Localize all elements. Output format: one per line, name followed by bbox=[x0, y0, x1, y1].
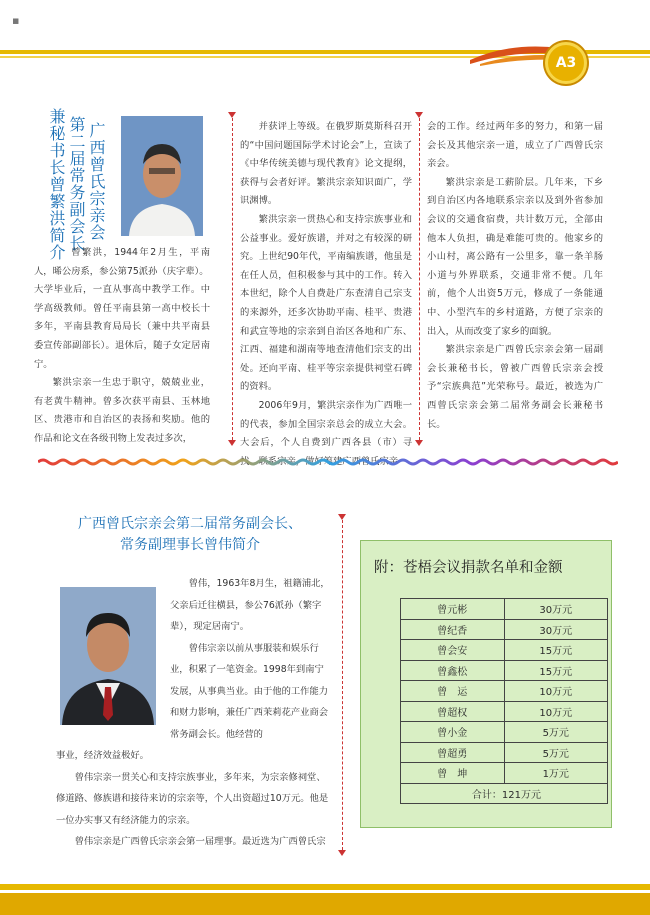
page-number-badge: A3 bbox=[545, 42, 587, 84]
donor-name: 曾纪香 bbox=[401, 619, 505, 640]
person-portrait-icon bbox=[60, 587, 156, 725]
donation-amount: 15万元 bbox=[504, 640, 608, 661]
column-divider bbox=[342, 520, 343, 850]
profile1-title-line1: 广西曾氏宗亲会 bbox=[87, 122, 106, 241]
table-row bbox=[401, 722, 608, 743]
table-row bbox=[401, 660, 608, 681]
arrow-down-icon bbox=[415, 440, 423, 446]
table-row bbox=[401, 742, 608, 763]
donor-name: 曾超勇 bbox=[401, 742, 505, 763]
profile1-column-2 bbox=[240, 118, 412, 471]
arrow-down-icon bbox=[338, 850, 346, 856]
table-row bbox=[401, 763, 608, 784]
donation-total: 合计：121万元 bbox=[401, 783, 608, 804]
arrow-down-icon bbox=[228, 440, 236, 446]
profile2-title bbox=[50, 514, 330, 556]
column-divider bbox=[419, 118, 420, 440]
paragraph: 曾伟，1963年8月生，祖籍浦北，父亲后迁往横县，参公76派孙（繁字辈），现定居南宁。 bbox=[170, 578, 330, 632]
donation-amount: 30万元 bbox=[504, 599, 608, 620]
paragraph: 曾伟宗亲一贯关心和支持宗族事业，多年来，为宗亲修祠堂、修道路、修族谱和接待来访的宗亲等，个人出资超过10万元。他是一位办实事又有经济能力的宗亲。 bbox=[56, 771, 329, 826]
paragraph: 繁洪宗亲是工薪阶层。几年来，下乡到自治区内各地联系宗亲以及到外省参加会议的交通食宿费，共计数万元，全部由他本人负担，确是难能可贵的。他家乡的小山村，离公路有一公里多，靠一条羊肠小道与外界联系，交通非常不便。几年前，他个人出资5万元，修成了一条能通中、小型汽车的乡村道路，方便了宗亲的出入，从而改变了家乡的面貌。 bbox=[427, 176, 603, 337]
donor-name: 曾元彬 bbox=[401, 599, 505, 620]
profile2-main-text bbox=[56, 745, 332, 853]
donation-amount: 10万元 bbox=[504, 681, 608, 702]
donation-amount: 1万元 bbox=[504, 763, 608, 784]
table-row bbox=[401, 701, 608, 722]
arrow-down-icon bbox=[228, 112, 236, 118]
profile1-column-1 bbox=[34, 244, 210, 449]
donor-name: 曾鑫松 bbox=[401, 660, 505, 681]
paragraph: 曾繁洪，1944年2月生，平南人，晞公房系，参公第75派孙（庆字辈）。 bbox=[34, 247, 210, 277]
donation-amount: 30万元 bbox=[504, 619, 608, 640]
table-row bbox=[401, 681, 608, 702]
donor-name: 曾会安 bbox=[401, 640, 505, 661]
paragraph: 曾伟宗亲以前从事服装和娱乐行业，积累了一笔资金。1998年到南宁发展，从事典当业。由于他的工作能力和财力影响，兼任广西茉莉花产业商会常务副会长。他经营的 bbox=[170, 642, 329, 740]
table-row bbox=[401, 640, 608, 661]
donor-name: 曾超权 bbox=[401, 701, 505, 722]
profile2-title-line2: 常务副理事长曾伟简介 bbox=[120, 537, 260, 553]
donor-name: 曾小金 bbox=[401, 722, 505, 743]
table-row bbox=[401, 619, 608, 640]
paragraph: 繁洪宗亲一贯热心和支持宗族事业和公益事业。爱好族谱，并对之有较深的研究。上世纪90年代，平南编族谱，他虽是在任人员，但积极参与其中的工作。转入本世纪，除个人自费赴广东查清自己宗支的来源外，还多次协助平南、桂平、贵港和武宣等地的宗亲到自治区各地和广东、江西、福建和湖南等地查清他们宗支的出处。还向平南、桂平等宗亲提供祠堂石碑的资料。 bbox=[240, 213, 412, 393]
paragraph: 繁洪宗亲一生忠于职守，兢兢业业，有老黄牛精神。曾多次获平南县、玉林地区、贵港市和自治区的表扬和奖励。他的作品和论文在各级刊物上发表过多次， bbox=[34, 377, 210, 444]
table-row bbox=[401, 599, 608, 620]
donation-table bbox=[400, 598, 608, 804]
person-portrait-icon bbox=[121, 116, 203, 236]
paragraph: 曾伟宗亲是广西曾氏宗亲会第一届理事。最近选为广西曾氏宗 bbox=[74, 836, 326, 847]
footer-rule bbox=[0, 884, 650, 890]
donation-amount: 5万元 bbox=[504, 742, 608, 763]
donation-amount: 15万元 bbox=[504, 660, 608, 681]
profile2-side-text bbox=[170, 573, 330, 745]
donation-amount: 10万元 bbox=[504, 701, 608, 722]
table-total-row bbox=[401, 783, 608, 804]
arrow-down-icon bbox=[338, 514, 346, 520]
donor-name: 曾 运 bbox=[401, 681, 505, 702]
profile2-photo bbox=[60, 587, 156, 725]
donation-amount: 5万元 bbox=[504, 722, 608, 743]
column-divider bbox=[232, 118, 233, 440]
profile1-photo bbox=[121, 116, 203, 236]
donor-name: 曾 坤 bbox=[401, 763, 505, 784]
arrow-down-icon bbox=[415, 112, 423, 118]
profile1-title-line2: 第二届常务副会长 bbox=[67, 116, 86, 252]
paragraph: 事业，经济效益极好。 bbox=[56, 750, 149, 761]
profile1-column-3 bbox=[427, 118, 603, 434]
footer-bar bbox=[0, 893, 650, 915]
corner-mark: ▪ bbox=[12, 14, 20, 27]
profile2-title-line1: 广西曾氏宗亲会第二届常务副会长、 bbox=[78, 516, 302, 532]
paragraph: 会的工作。经过两年多的努力，和第一届会长及其他宗亲一道，成立了广西曾氏宗亲会。 bbox=[427, 121, 603, 170]
profile1-title-line3: 兼秘书长曾繁洪简介 bbox=[47, 108, 66, 261]
paragraph: 并获评上等级。在俄罗斯莫斯科召开的“中国问题国际学术讨论会”上，宣读了《中华传统美德与现代教育》论文提纲，获得与会者好评。繁洪宗亲知识面广，学识渊博。 bbox=[240, 121, 412, 207]
paragraph: 繁洪宗亲是广西曾氏宗亲会第一届副会长兼秘书长，曾被广西曾氏宗亲会授予“宗族典范”光荣称号。最近，被选为广西曾氏宗亲会第二届常务副会长兼秘书长。 bbox=[427, 344, 603, 430]
paragraph: 大学毕业后，一直从事高中教学工作。中学高级教师。曾任平南县第一高中校长十多年，平南县教育局局长（兼中共平南县委宣传部副部长）。退休后，随子女定居南宁。 bbox=[34, 284, 210, 370]
paragraph: 2006年9月，繁洪宗亲作为广西唯一的代表，参加全国宗亲总会的成立大会。大会后，个人自费到广西各县（市）寻找、联系宗亲，做好筹建广西曾氏宗亲 bbox=[240, 399, 412, 467]
donation-title: 附：苍梧会议捐款名单和金额 bbox=[374, 560, 563, 576]
decorative-band bbox=[38, 458, 618, 466]
